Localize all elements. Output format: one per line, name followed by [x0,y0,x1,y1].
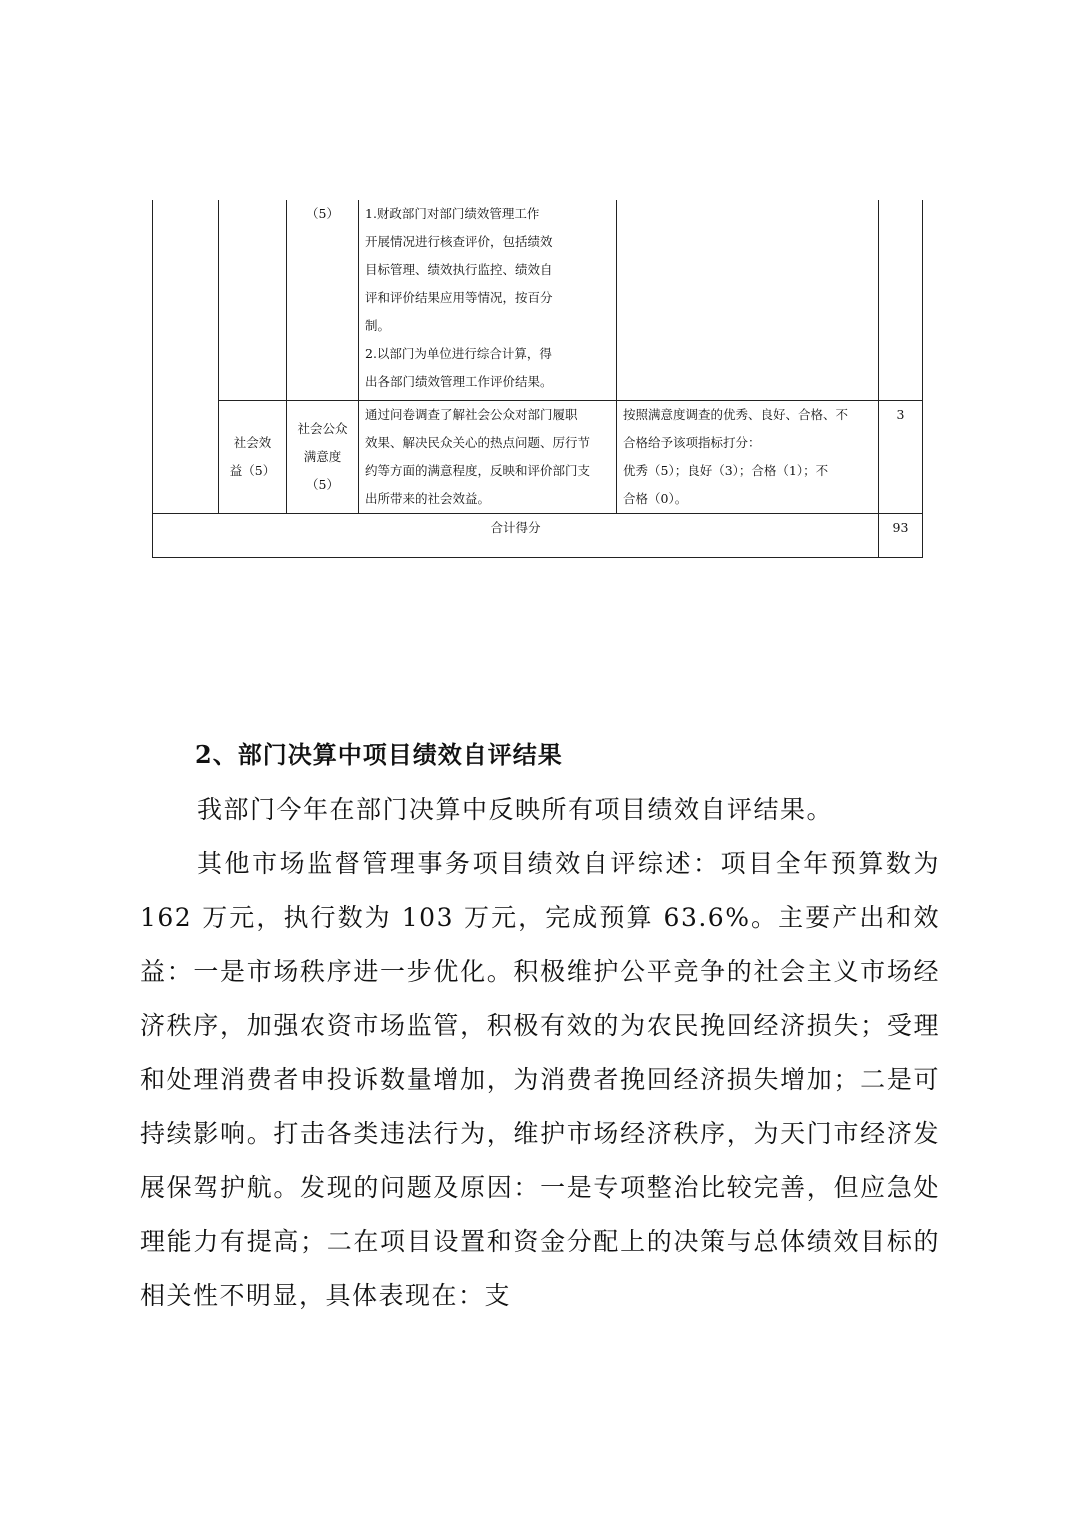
table-row [153,200,923,400]
table-cell-empty [879,200,923,400]
table-cell-empty [219,200,287,400]
section-heading: 2、部门决算中项目绩效自评结果 [195,740,563,769]
indicator-cell [287,400,359,513]
category-cell [219,400,287,513]
weight-cell: （5） [287,200,359,400]
table-row [153,400,923,513]
indicator-text: 社会公众 满意度 （5） [297,420,348,492]
paragraph: 其他市场监督管理事务项目绩效自评综述：项目全年预算数为 162 万元，执行数为 103 万元，完成预算 63.6%。主要产出和效益：一是市场秩序进一步优化。积极维护公平竞争的社会主义市场经济秩序，加强农资市场监管，积极有效的为农民挽回经济损失；受理和处理消费者申投诉数量增加，为消费者挽回经济损失增加；二是可持续影响。打击各类违法行为，维护市场经济秩序，为天门市经济发展保驾护航。发现的问题及原因：一是专项整治比较完善，但应急处理能力有提高；二在项目设置和资金分配上的决策与总体绩效目标的相关性不明显，具体表现在：支 [140,849,940,1310]
total-score: 93 [879,513,923,557]
table-row-total [153,513,923,557]
description-text: 通过问卷调查了解社会公众对部门履职 效果、解决民众关心的热点问题、厉行节 约等方面的满意程度，反映和评价部门支 出所带来的社会效益。 [365,406,591,506]
description-text: 1.财政部门对部门绩效管理工作 开展情况进行核查评价，包括绩效 目标管理、绩效执行监控、绩效自 评和评价结果应用等情况，按百分 制。 2.以部门为单位进行综合计算，得 出各部门绩效管理工作评价结果。 [365,206,553,389]
table-cell-empty [617,200,879,400]
category-text: 社会效 益（5） [229,434,276,478]
scoring-cell [617,400,879,513]
paragraph: 我部门今年在部门决算中反映所有项目绩效自评结果。 [197,795,834,824]
score-cell: 3 [879,400,923,513]
total-label: 合计得分 [153,513,879,557]
scoring-text: 按照满意度调查的优秀、良好、合格、不 合格给予该项指标打分： 优秀（5）；良好（3）；合格（1）；不 合格（0）。 [623,406,849,506]
table-cell-empty [153,200,219,513]
description-cell [359,200,617,400]
evaluation-table [152,200,923,558]
description-cell [359,400,617,513]
